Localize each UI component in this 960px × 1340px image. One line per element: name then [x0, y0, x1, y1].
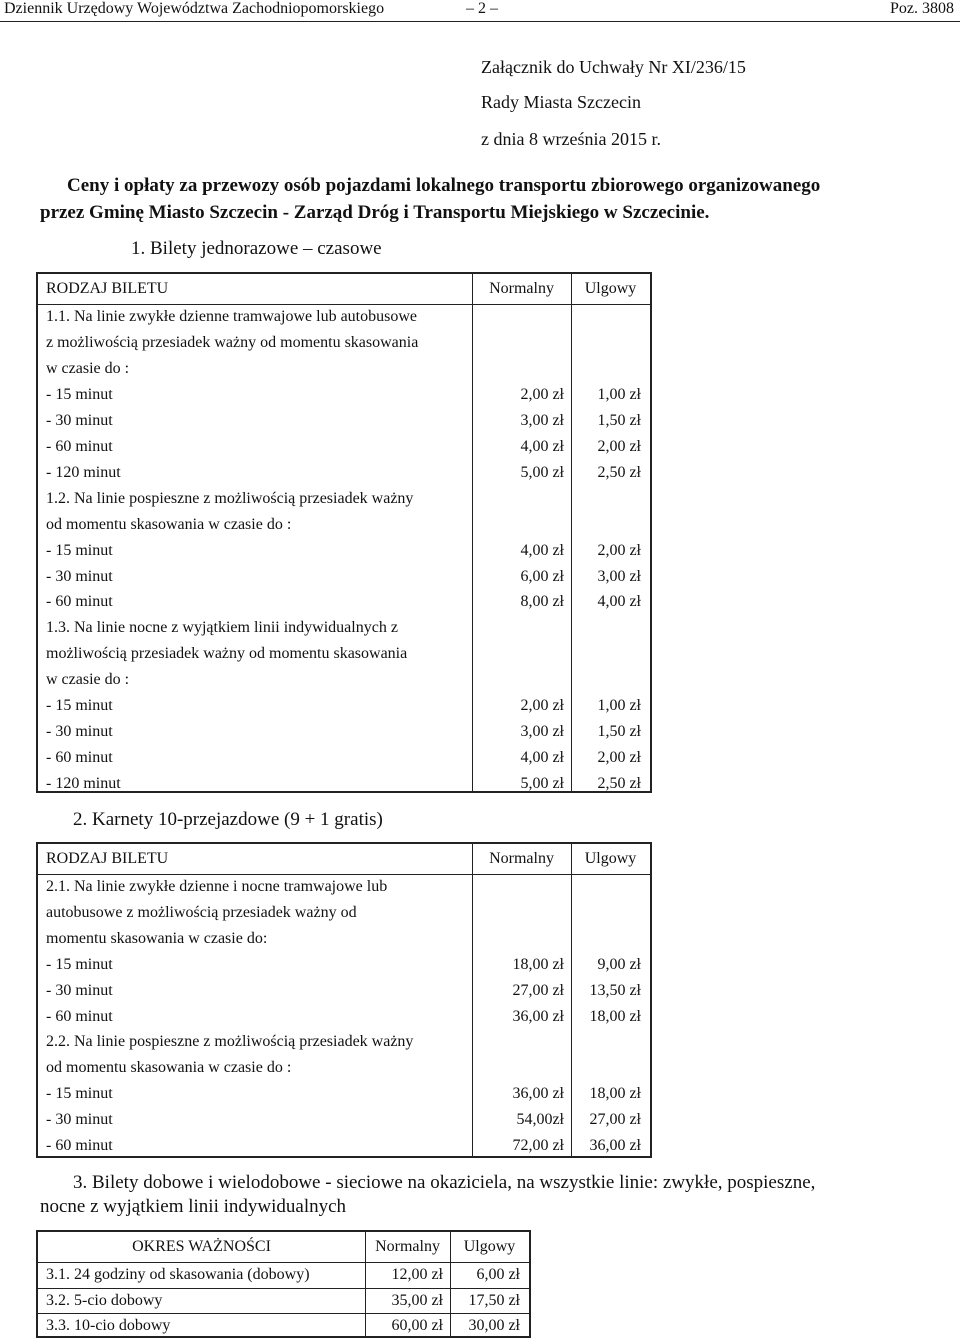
row-divider [38, 1288, 529, 1289]
price-normal: 36,00 zł [512, 1007, 564, 1025]
row-label: - 30 minut [46, 411, 113, 429]
row-label: od momentu skasowania w czasie do : [46, 515, 292, 533]
column-header-normal: Normalny [375, 1238, 440, 1255]
annex-line-3: z dnia 8 września 2015 r. [481, 129, 661, 149]
row-label: - 15 minut [46, 541, 113, 559]
row-label: 2.1. Na linie zwykłe dzienne i nocne tramwajowe lub [46, 878, 388, 895]
section-1-heading: 1. Bilety jednorazowe – czasowe [131, 238, 382, 259]
column-header-reduced: Ulgowy [584, 280, 637, 297]
row-label: 1.3. Na linie nocne z wyjątkiem linii indywidualnych z [46, 619, 398, 637]
row-label: - 120 minut [46, 463, 121, 481]
column-header-reduced: Ulgowy [463, 1238, 516, 1255]
price-reduced: 18,00 zł [589, 1085, 641, 1103]
column-header-ticket-type: RODZAJ BILETU [46, 850, 169, 867]
price-reduced: 1,00 zł [597, 697, 641, 715]
row-label: 1.2. Na linie pospieszne z możliwością przesiadek ważny [46, 489, 414, 507]
row-label: - 15 minut [46, 697, 113, 715]
row-label: - 60 minut [46, 1137, 113, 1154]
annex-line-1: Załącznik do Uchwały Nr XI/236/15 [481, 57, 746, 77]
price-normal: 4,00 zł [520, 749, 564, 767]
page-number: – 2 – [466, 0, 498, 17]
row-label: momentu skasowania w czasie do: [46, 929, 268, 947]
column-header-normal: Normalny [489, 280, 554, 297]
price-reduced: 30,00 zł [468, 1317, 520, 1334]
row-label: - 30 minut [46, 1111, 113, 1129]
column-header-normal: Normalny [489, 850, 554, 867]
price-normal: 54,00zł [516, 1111, 564, 1129]
document-title-line-2: przez Gminę Miasto Szczecin - Zarząd Dróg i Transportu Miejskiego w Szczecinie. [40, 202, 710, 223]
price-normal: 2,00 zł [520, 697, 564, 715]
price-reduced: 2,00 zł [597, 541, 641, 559]
price-reduced: 3,00 zł [597, 567, 641, 585]
position-number: Poz. 3808 [890, 0, 954, 17]
row-label: w czasie do : [46, 671, 130, 689]
section-3-heading-line-2: nocne z wyjątkiem linii indywidualnych [40, 1196, 347, 1217]
row-label: - 60 minut [46, 749, 113, 767]
price-reduced: 2,50 zł [597, 775, 641, 793]
price-reduced: 17,50 zł [468, 1291, 520, 1309]
price-reduced: 2,00 zł [597, 749, 641, 767]
section-1-table [36, 272, 652, 793]
price-normal: 2,00 zł [520, 385, 564, 403]
price-normal: 5,00 zł [520, 463, 564, 481]
price-reduced: 6,00 zł [476, 1266, 520, 1283]
row-label: - 30 minut [46, 981, 113, 999]
price-normal: 3,00 zł [520, 723, 564, 741]
journal-name: Dziennik Urzędowy Województwa Zachodniopomorskiego [4, 0, 385, 17]
row-label: - 120 minut [46, 775, 121, 793]
price-reduced: 27,00 zł [589, 1111, 641, 1129]
row-label: - 15 minut [46, 385, 113, 403]
price-reduced: 36,00 zł [589, 1137, 641, 1154]
row-label: 3.1. 24 godziny od skasowania (dobowy) [46, 1266, 310, 1283]
price-normal: 35,00 zł [391, 1291, 443, 1309]
row-label: - 60 minut [46, 437, 113, 455]
price-reduced: 1,50 zł [597, 723, 641, 741]
column-header-ticket-type: RODZAJ BILETU [46, 280, 169, 297]
price-normal: 6,00 zł [520, 567, 564, 585]
price-normal: 60,00 zł [391, 1317, 443, 1334]
price-reduced: 1,00 zł [597, 385, 641, 403]
price-reduced: 18,00 zł [589, 1007, 641, 1025]
row-label: - 30 minut [46, 723, 113, 741]
price-normal: 8,00 zł [520, 593, 564, 611]
row-label: 2.2. Na linie pospieszne z możliwością przesiadek ważny [46, 1033, 414, 1051]
row-label: z możliwością przesiadek ważny od momentu skasowania [46, 333, 419, 351]
row-label: 3.2. 5-cio dobowy [46, 1291, 163, 1309]
row-label: - 60 minut [46, 1007, 113, 1025]
price-reduced: 2,00 zł [597, 437, 641, 455]
header-divider [38, 304, 650, 305]
price-normal: 18,00 zł [512, 955, 564, 973]
row-label: 1.1. Na linie zwykłe dzienne tramwajowe lub autobusowe [46, 308, 417, 325]
price-normal: 27,00 zł [512, 981, 564, 999]
header-divider [38, 1262, 529, 1263]
row-label: 3.3. 10-cio dobowy [46, 1317, 171, 1334]
header-divider [38, 874, 650, 875]
row-label: - 30 minut [46, 567, 113, 585]
price-normal: 5,00 zł [520, 775, 564, 793]
column-header-period: OKRES WAŻNOŚCI [132, 1238, 271, 1255]
price-reduced: 2,50 zł [597, 463, 641, 481]
price-normal: 4,00 zł [520, 541, 564, 559]
price-normal: 4,00 zł [520, 437, 564, 455]
price-reduced: 4,00 zł [597, 593, 641, 611]
price-reduced: 13,50 zł [589, 981, 641, 999]
section-2-heading: 2. Karnety 10-przejazdowe (9 + 1 gratis) [73, 809, 383, 830]
page-header [0, 0, 960, 22]
row-label: - 15 minut [46, 1085, 113, 1103]
section-3-table [36, 1230, 531, 1338]
price-normal: 36,00 zł [512, 1085, 564, 1103]
price-normal: 12,00 zł [391, 1266, 443, 1283]
price-normal: 72,00 zł [512, 1137, 564, 1154]
document-title-line-1: Ceny i opłaty za przewozy osób pojazdami lokalnego transportu zbiorowego organizowanego [67, 175, 821, 196]
row-label: od momentu skasowania w czasie do : [46, 1059, 292, 1077]
row-label: możliwością przesiadek ważny od momentu skasowania [46, 645, 408, 663]
price-reduced: 9,00 zł [597, 955, 641, 973]
row-label: w czasie do : [46, 359, 130, 377]
row-label: - 15 minut [46, 955, 113, 973]
price-normal: 3,00 zł [520, 411, 564, 429]
section-2-table [36, 842, 652, 1158]
annex-line-2: Rady Miasta Szczecin [481, 92, 641, 112]
column-header-reduced: Ulgowy [584, 850, 637, 867]
row-divider [38, 1313, 529, 1314]
price-reduced: 1,50 zł [597, 411, 641, 429]
row-label: autobusowe z możliwością przesiadek ważny od [46, 903, 357, 921]
section-3-heading-line-1: 3. Bilety dobowe i wielodobowe - sieciowe na okaziciela, na wszystkie linie: zwykłe, pospieszne, [73, 1172, 816, 1193]
row-label: - 60 minut [46, 593, 113, 611]
